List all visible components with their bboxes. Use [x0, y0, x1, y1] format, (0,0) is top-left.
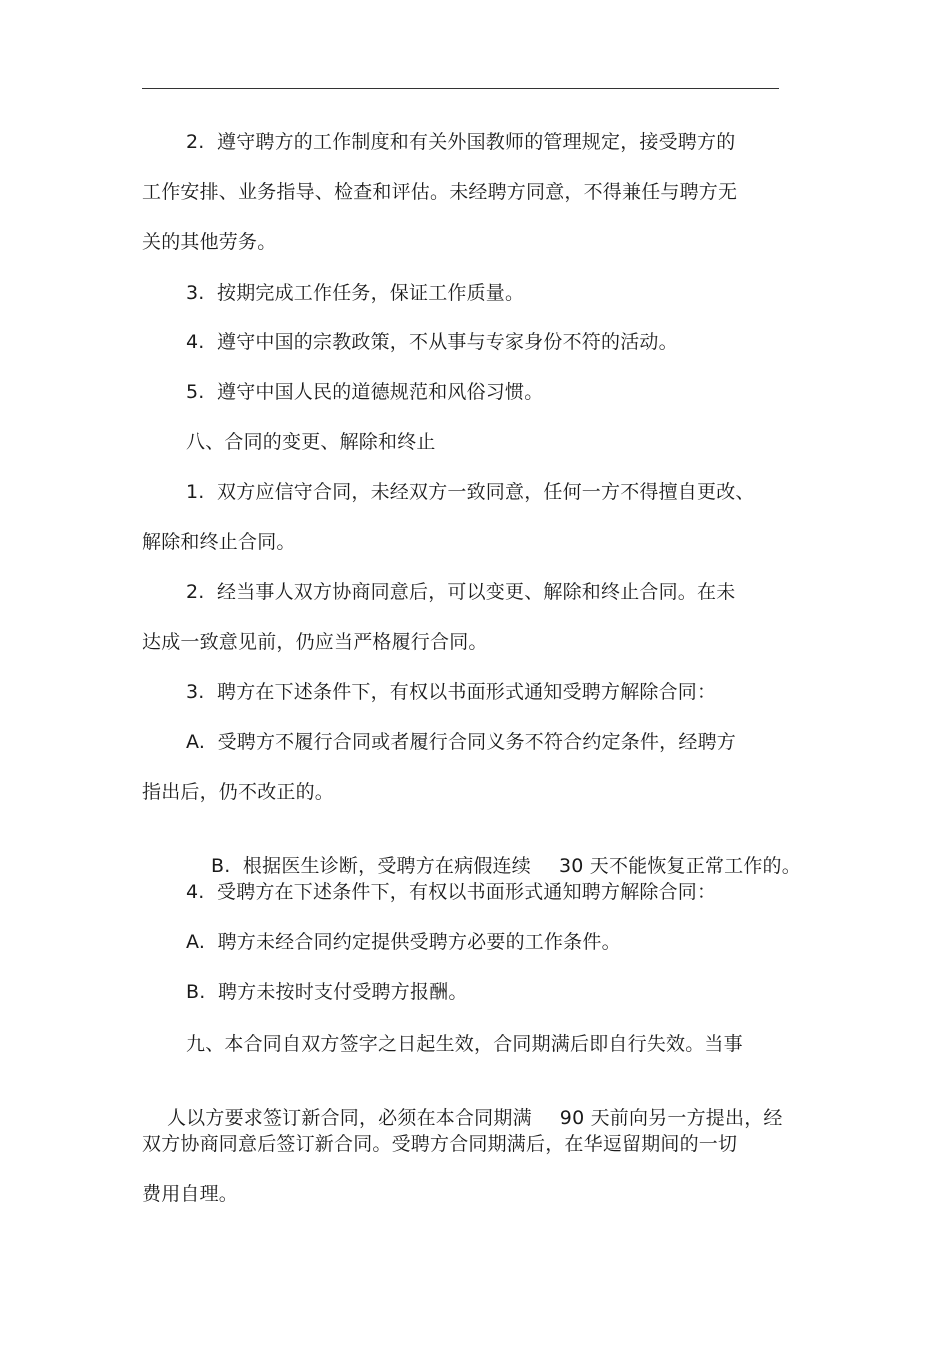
section-heading: 九、本合同自双方签字之日起生效，合同期满后即自行失效。当事	[186, 1033, 743, 1055]
paragraph-line: 5. 遵守中国人民的道德规范和风俗习惯。	[186, 381, 544, 403]
paragraph-fragment: 30 天不能恢复正常工作的。	[558, 855, 801, 877]
paragraph-line: 4. 遵守中国的宗教政策，不从事与专家身份不符的活动。	[186, 331, 678, 353]
paragraph-fragment: 90 天前向另一方提出，经	[559, 1107, 783, 1129]
paragraph-line: B. 聘方未按时支付受聘方报酬。	[186, 981, 468, 1003]
paragraph-line: A. 聘方未经合同约定提供受聘方必要的工作条件。	[186, 931, 621, 953]
paragraph-fragment: 人以方要求签订新合同，必须在本合同期满	[166, 1107, 532, 1129]
paragraph-line: 指出后，仍不改正的。	[142, 781, 335, 803]
paragraph-line: 1. 双方应信守合同，未经双方一致同意，任何一方不得擅自更改、	[186, 481, 755, 503]
paragraph-line: 2. 经当事人双方协商同意后，可以变更、解除和终止合同。在未	[186, 581, 736, 603]
paragraph-line: 达成一致意见前，仍应当严格履行合同。	[142, 631, 488, 653]
paragraph-line: 解除和终止合同。	[142, 531, 296, 553]
paragraph-line: A. 受聘方不履行合同或者履行合同义务不符合约定条件，经聘方	[186, 731, 736, 753]
paragraph-line: 费用自理。	[142, 1183, 239, 1205]
paragraph-line: 3. 聘方在下述条件下，有权以书面形式通知受聘方解除合同：	[186, 681, 717, 703]
paragraph-line: 3. 按期完成工作任务，保证工作质量。	[186, 282, 525, 304]
paragraph-line: 4. 受聘方在下述条件下，有权以书面形式通知聘方解除合同：	[186, 881, 717, 903]
paragraph-line: 关的其他劳务。	[142, 231, 277, 253]
paragraph-fragment: B. 根据医生诊断，受聘方在病假连续	[210, 855, 531, 877]
paragraph-line: 双方协商同意后签订新合同。受聘方合同期满后，在华逗留期间的一切	[142, 1133, 738, 1155]
section-heading: 八、合同的变更、解除和终止	[186, 431, 436, 453]
paragraph-line: 工作安排、业务指导、检查和评估。未经聘方同意，不得兼任与聘方无	[142, 181, 738, 203]
paragraph-line: 2. 遵守聘方的工作制度和有关外国教师的管理规定，接受聘方的	[186, 131, 736, 153]
header-rule	[142, 88, 779, 89]
